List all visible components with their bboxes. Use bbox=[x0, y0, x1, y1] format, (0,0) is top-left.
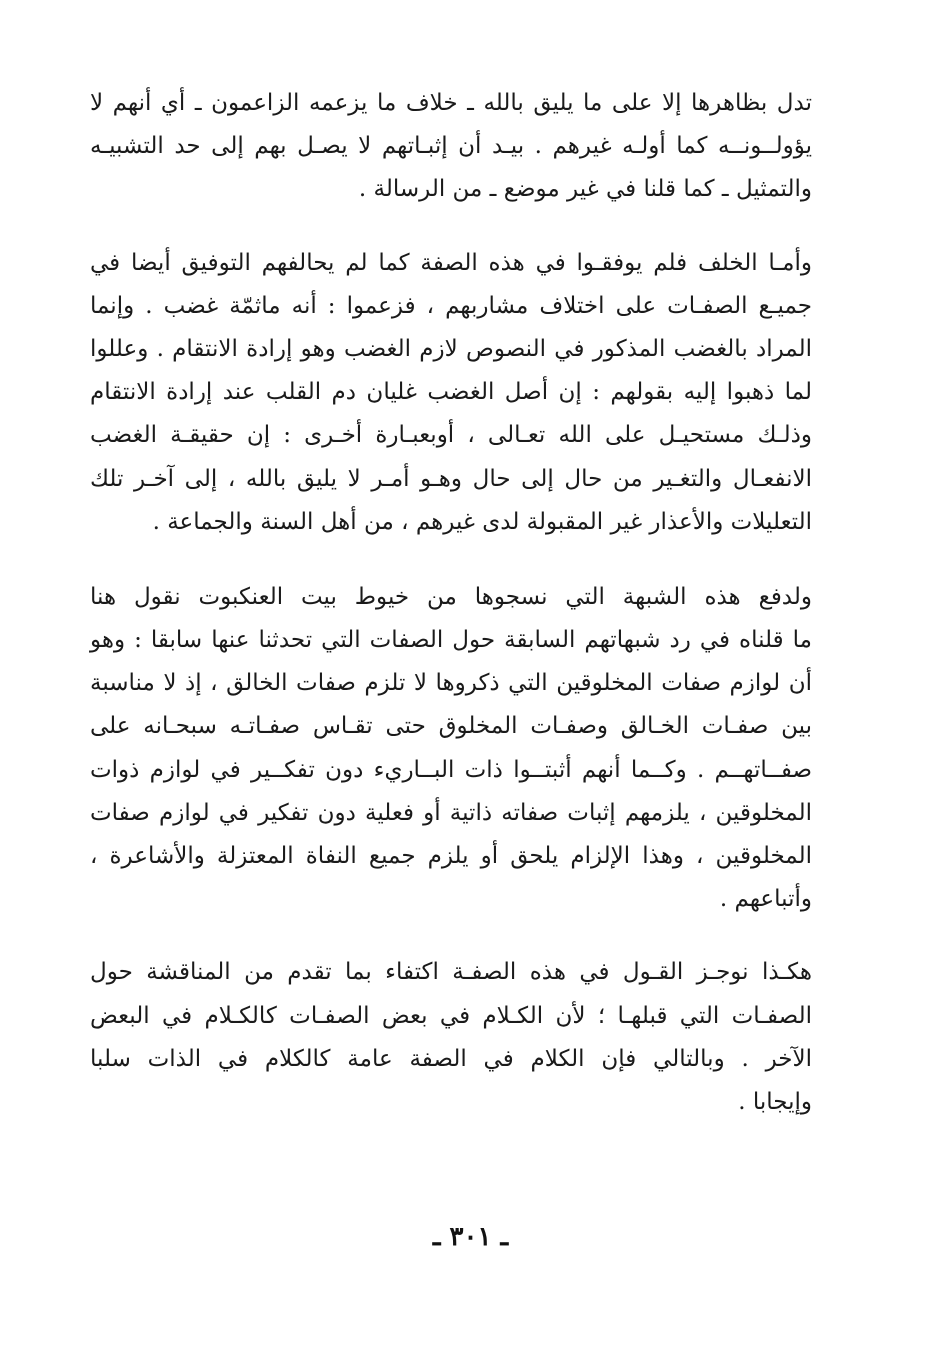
text-line: ولدفع هذه الشبهة التي نسجوها من خيوط بيت العنكبوت نقول هنا bbox=[90, 583, 812, 610]
text-line: بين صفـات الخـالق وصفـات المخلوق حتى تقـاس صفـاتـه سبحـانه على bbox=[90, 713, 812, 740]
paragraph-3 bbox=[90, 576, 812, 922]
text-line: لما ذهبوا إليه بقولهم : إن أصل الغضب غليان دم القلب عند إرادة الانتقام bbox=[90, 379, 812, 406]
text-line: الآخر . وبالتالي فإن الكلام في الصفة عامة كالكلام في الذات سلبا bbox=[90, 1045, 812, 1072]
text-line: هكـذا نوجـز القـول في هذه الصفـة اكتفاء بما تقدم من المناقشة حول bbox=[90, 959, 812, 986]
page-body bbox=[90, 82, 812, 1124]
paragraph-2 bbox=[90, 242, 812, 544]
text-line: صفــاتهــم . وكــما أنهم أثبتــوا ذات البــاريء دون تفكــير في لوازم ذوات bbox=[90, 756, 812, 783]
text-line: المخلوقين ، وهذا الإلزام يلحق أو يلزم جميع النفاة المعتزلة والأشاعرة ، bbox=[90, 843, 812, 869]
text-line: وذلـك مستحيـل على الله تعـالى ، أوبعبـارة أخـرى : إن حقيقـة الغضب bbox=[90, 422, 812, 449]
text-line: أن لوازم صفات المخلوقين التي ذكروها لا تلزم صفات الخالق ، إذ لا مناسبة bbox=[90, 670, 812, 697]
text-line: المراد بالغضب المذكور في النصوص لازم الغضب وهو إرادة الانتقام . وعللوا bbox=[90, 335, 812, 362]
text-line: وأتباعهم . bbox=[719, 886, 812, 913]
paragraph-1 bbox=[90, 82, 812, 212]
page-number: ـ ٣٠١ ـ bbox=[432, 1222, 509, 1252]
text-line: والتمثيل ـ كما قلنا في غير موضع ـ من الرسالة . bbox=[358, 176, 812, 203]
text-line: يؤولــونــه كما أولـه غيرهم . بيـد أن إثبـاتهم لا يصـل بهم إلى حد التشبيـه bbox=[90, 133, 812, 160]
text-line: وإيجابا . bbox=[738, 1088, 812, 1115]
text-line: الانفعـال والتغـير من حال إلى حال وهـو أمـر لا يليق بالله ، إلى آخـر تلك bbox=[90, 465, 812, 492]
text-line: ما قلناه في رد شبهاتهم السابقة حول الصفات التي تحدثنا عنها سابقا : وهو bbox=[90, 627, 812, 654]
text-line: جميـع الصفـات على اختلاف مشاربهم ، فزعموا : أنه ماثمّة غضب . وإنما bbox=[90, 292, 812, 319]
text-line: المخلوقين ، يلزمهم إثبات صفاته ذاتية أو فعلية دون تفكير في لوازم صفات bbox=[90, 799, 812, 826]
text-line: الصفـات التي قبلهـا ؛ لأن الكـلام في بعض الصفـات كالكـلام في البعض bbox=[90, 1002, 812, 1029]
text-line: تدل بظاهرها إلا على ما يليق بالله ـ خلاف ما يزعمه الزاعمون ـ أي أنهم لا bbox=[90, 90, 812, 116]
text-line: وأمـا الخلف فلم يوفقـوا في هذه الصفة كما لم يحالفهم التوفيق أيضا في bbox=[90, 249, 812, 276]
text-line: التعليلات والأعذار غير المقبولة لدى غيرهم ، من أهل السنة والجماعة . bbox=[152, 508, 812, 535]
paragraph-4 bbox=[90, 951, 812, 1124]
